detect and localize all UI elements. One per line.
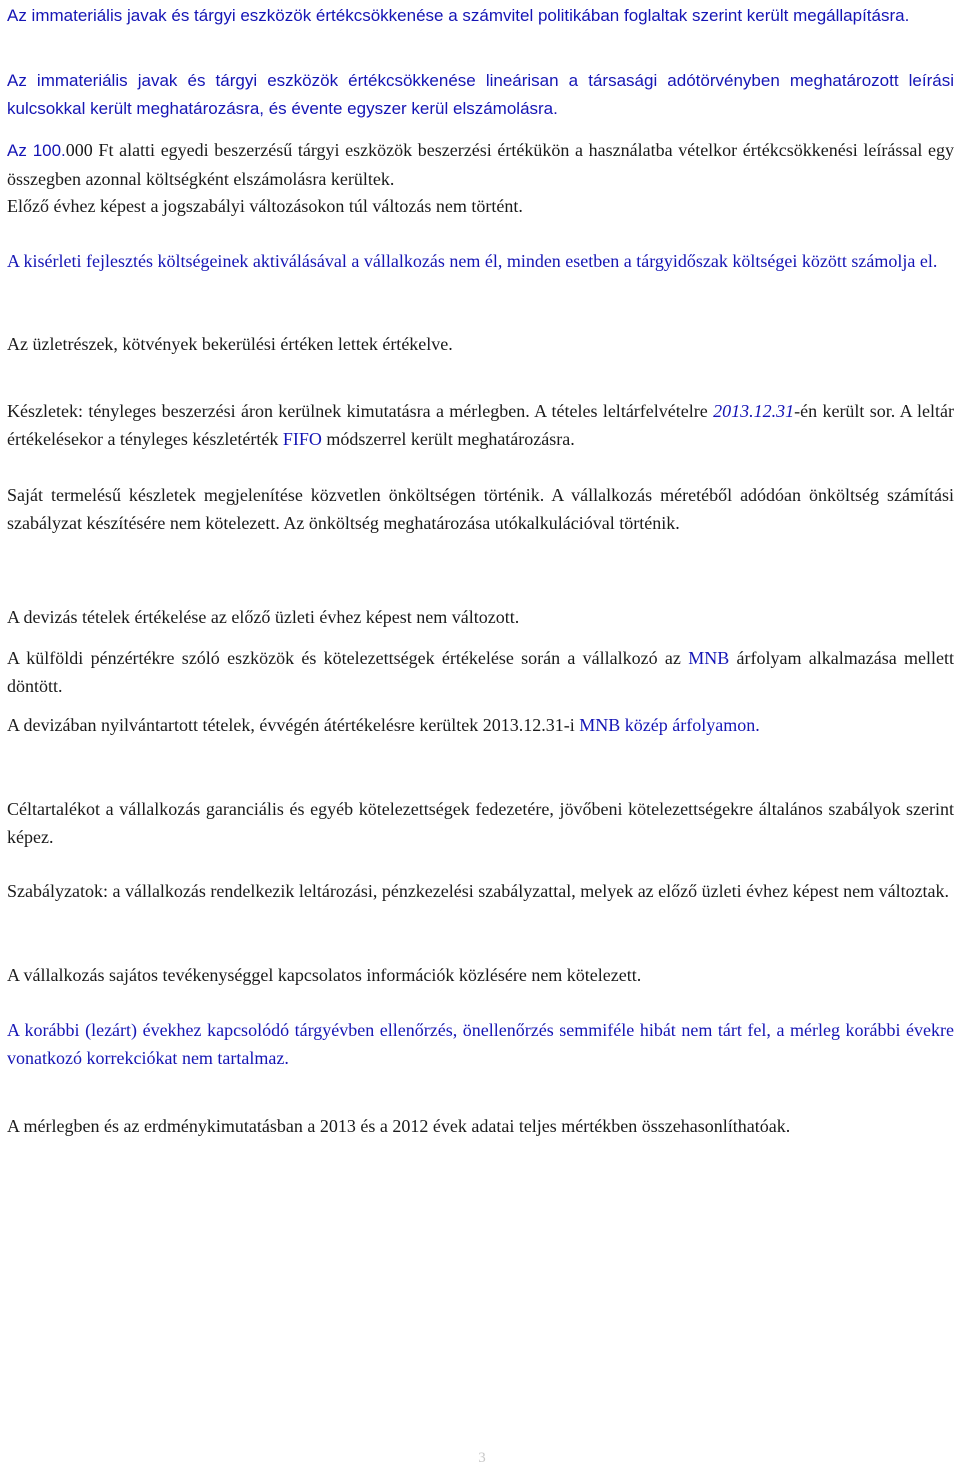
paragraph-comparability: A mérlegben és az erdménykimutatásban a 2013 és a 2012 évek adatai teljes mértékben összehasonlíthatóak.	[7, 1116, 791, 1136]
paragraph-inventory	[7, 397, 954, 453]
paragraph-small-assets	[7, 136, 954, 193]
paragraph-no-change: Előző évhez képest a jogszabályi változásokon túl változás nem történt.	[7, 196, 523, 216]
paragraph-prior-years: A korábbi (lezárt) évekhez kapcsolódó tárgyévben ellenőrzés, önellenőrzés semmiféle hibát nem tárt fel, a mérleg korábbi évekre vonatkozó korrekciókat nem tartalmaz.	[7, 1020, 954, 1068]
mnb-term: MNB	[688, 648, 730, 668]
inventory-text-1: Készletek: tényleges beszerzési áron kerülnek kimutatásra a mérlegben. A tételes leltárfelvételre	[7, 401, 714, 421]
paragraph-linear-depreciation: Az immateriális javak és tárgyi eszközök értékcsökkenése lineárisan a társasági adótörvényben meghatározott leírási kulcsokkal került meghatározásra, és évente egyszer kerül elszámolásra.	[7, 71, 954, 118]
fifo-term: FIFO	[282, 429, 322, 449]
paragraph-provisions: Céltartalékot a vállalkozás garanciális és egyéb kötelezettségek fedezetére, jövőbeni kötelezettségekre általános szabályok szerint képez.	[7, 799, 954, 847]
foreign-currency-text-1: A külföldi pénzértékre szóló eszközök és kötelezettségek értékelése során a vállalkozó az	[7, 648, 689, 668]
small-assets-text: 000 Ft alatti egyedi beszerzésű tárgyi eszközök beszerzési értékükön a használatba vételkor értékcsökkenési leírással egy összegben azonnal költségként elszámolásra kerültek.	[7, 140, 954, 189]
amount-prefix: Az 100.	[7, 141, 66, 160]
inventory-text-3: módszerrel került meghatározásra.	[321, 429, 575, 449]
paragraph-rd-costs: A kisérleti fejlesztés költségeinek aktiválásával a vállalkozás nem él, minden esetben a tárgyidőszak költségei között számolja el.	[7, 251, 938, 271]
paragraph-shares-bonds: Az üzletrészek, kötvények bekerülési értéken lettek értékelve.	[7, 334, 453, 354]
revaluation-text: A devizában nyilvántartott tételek, évvégén átértékelésre kerültek 2013.12.31-i	[7, 715, 580, 735]
paragraph-own-production: Saját termelésű készletek megjelenítése közvetlen önköltségen történik. A vállalkozás méretéből adódóan önköltség számítási szabályzat készítésére nem kötelezett. Az önköltség meghatározása utókalkulációval történik.	[7, 485, 954, 533]
paragraph-regulations: Szabályzatok: a vállalkozás rendelkezik leltározási, pénzkezelési szabályzattal, melyek az előző üzleti évhez képest nem változtak.	[7, 881, 950, 901]
foreign-currency-text-2: árfolyam alkalmazása mellett döntött.	[7, 648, 955, 696]
paragraph-revaluation	[7, 711, 954, 739]
page-number: 3	[478, 1450, 486, 1466]
inventory-text-2: -én került sor. A leltár értékelésekor a tényleges készletérték	[7, 401, 954, 449]
paragraph-special-activity: A vállalkozás sajátos tevékenységgel kapcsolatos információk közlésére nem kötelezett.	[7, 965, 642, 985]
paragraph-amortization-policy: Az immateriális javak és tárgyi eszközök értékcsökkenése a számvitel politikában foglaltak szerint került megállapításra.	[7, 6, 910, 25]
inventory-date: 2013.12.31	[713, 401, 795, 421]
mnb-mid-rate: MNB közép árfolyamon.	[579, 715, 760, 735]
paragraph-foreign-currency	[7, 644, 954, 700]
paragraph-fx-items: A devizás tételek értékelése az előző üzleti évhez képest nem változott.	[7, 607, 520, 627]
